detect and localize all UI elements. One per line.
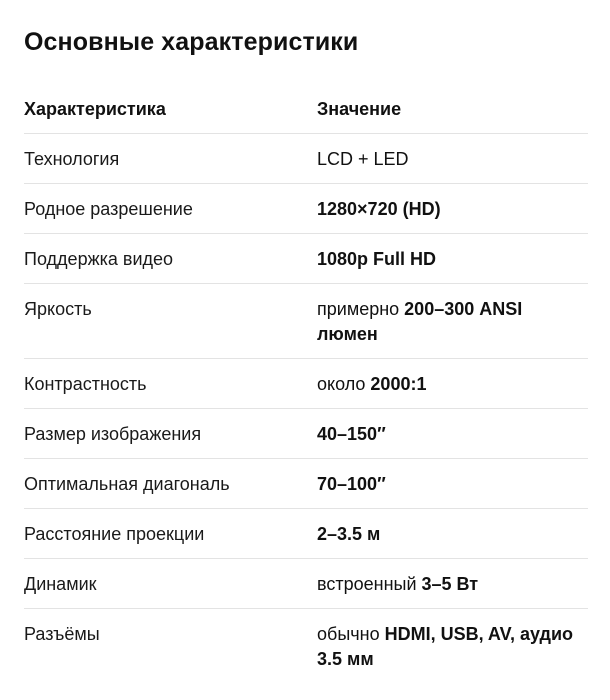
value-prefix: LCD + LED: [317, 149, 409, 169]
table-header-row: [24, 84, 588, 134]
header-value: Значение: [317, 84, 588, 134]
table-row: [24, 409, 588, 459]
row-value: [317, 609, 588, 684]
row-value: [317, 284, 588, 359]
row-value: [317, 409, 588, 459]
value-bold: 1080p Full HD: [317, 249, 437, 269]
row-name: Яркость: [24, 284, 317, 359]
row-value: [317, 459, 588, 509]
row-name: Родное разрешение: [24, 184, 317, 234]
value-bold: 2000:1: [370, 374, 427, 394]
value-prefix: встроенный: [317, 574, 422, 594]
value-bold: 70–100″: [317, 474, 386, 494]
row-name: Динамик: [24, 559, 317, 609]
value-bold: HDMI, USB, AV, аудио 3.5 мм: [317, 624, 574, 669]
row-value: [317, 559, 588, 609]
row-name: Размер изображения: [24, 409, 317, 459]
row-name: Расстояние проекции: [24, 509, 317, 559]
row-name: Разъёмы: [24, 624, 100, 644]
row-name: Контрастность: [24, 359, 317, 409]
table-row: [24, 284, 588, 359]
value-bold: 3–5 Вт: [421, 574, 479, 594]
specs-table: [24, 84, 588, 683]
table-row: [24, 459, 588, 509]
row-value: [317, 184, 588, 234]
page-title: Основные характеристики: [24, 28, 359, 56]
header-name: Характеристика: [24, 84, 317, 134]
value-prefix: обычно: [317, 624, 385, 644]
row-name: Поддержка видео: [24, 234, 317, 284]
row-name: Оптимальная диагональ: [24, 459, 317, 509]
table-row: [24, 234, 588, 284]
value-prefix: около: [317, 374, 371, 394]
value-bold: 1280×720 (HD): [317, 199, 441, 219]
row-value: [317, 234, 588, 284]
value-bold: 200–300 ANSI люмен: [317, 299, 523, 344]
table-row: [24, 184, 588, 234]
table-row: [24, 559, 588, 609]
table-row: [24, 359, 588, 409]
value-bold: 40–150″: [317, 424, 386, 444]
row-value: [317, 134, 588, 184]
table-row: [24, 609, 588, 684]
table-row: [24, 134, 588, 184]
table-row: [24, 509, 588, 559]
row-name: Технология: [24, 134, 317, 184]
value-bold: 2–3.5 м: [317, 524, 381, 544]
value-prefix: примерно: [317, 299, 405, 319]
row-value: [317, 359, 588, 409]
row-value: [317, 509, 588, 559]
